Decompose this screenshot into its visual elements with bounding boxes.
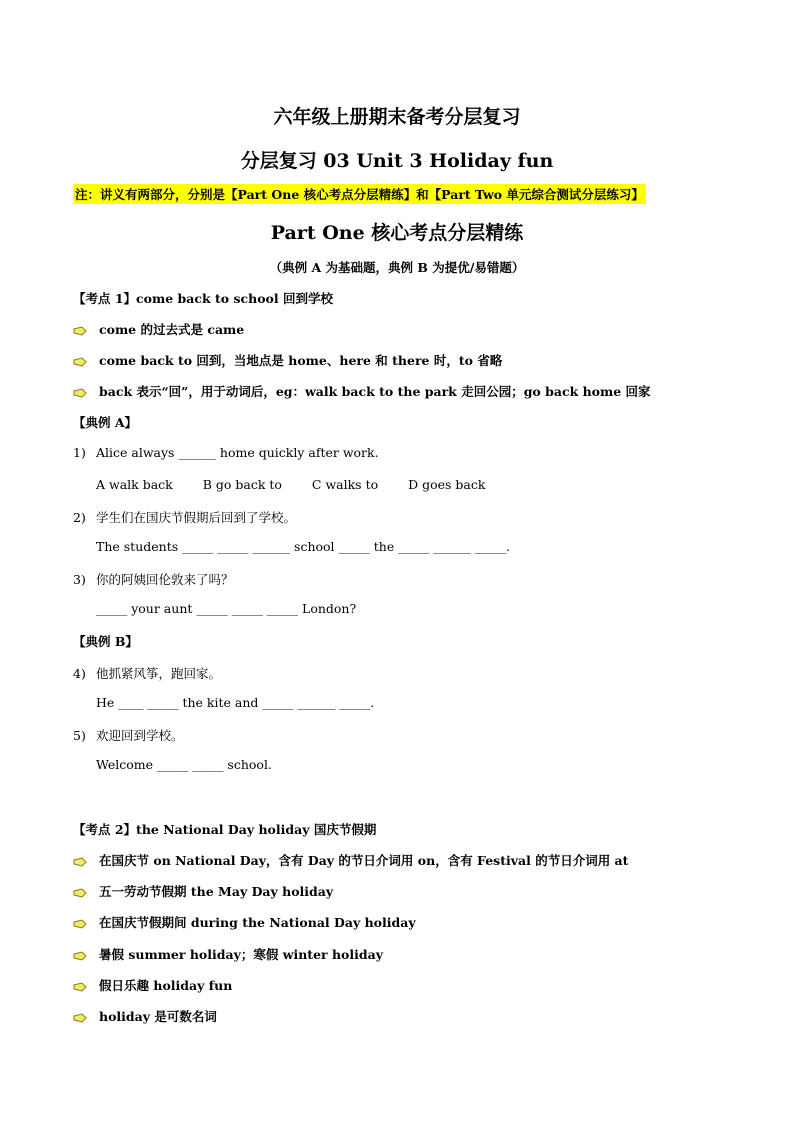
tag-icon <box>73 388 87 398</box>
point2-heading: 【考点 2】the National Day holiday 国庆节假期 <box>73 822 377 837</box>
question-4-answer: He ____ _____ the kite and _____ ______ _____. <box>96 695 375 710</box>
tag-icon <box>73 326 87 336</box>
document-subtitle: 分层复习 03 Unit 3 Holiday fun <box>240 150 554 172</box>
point1-bullet-1: come 的过去式是 came <box>73 320 244 338</box>
question-1: 1) Alice always ______ home quickly after work. <box>73 445 379 460</box>
point2-bullet-3: 在国庆节假期间 during the National Day holiday <box>73 913 416 931</box>
option-a[interactable]: A walk back <box>96 477 173 492</box>
document-title: 六年级上册期末备考分层复习 <box>273 106 521 128</box>
point2-bullet-2: 五一劳动节假期 the May Day holiday <box>73 882 333 900</box>
tag-icon <box>73 888 87 898</box>
question-3: 3) 你的阿姨回伦敦来了吗？ <box>73 572 234 587</box>
question-2-answer: The students _____ _____ ______ school _____ the _____ ______ _____. <box>96 539 511 554</box>
point1-bullet-2: come back to 回到，当地点是 home、here 和 there 时，to 省略 <box>73 351 502 369</box>
example-a-label: 【典例 A】 <box>73 415 138 430</box>
question-5: 5) 欢迎回到学校。 <box>73 728 184 743</box>
point2-bullet-5: 假日乐趣 holiday fun <box>73 976 232 994</box>
option-d[interactable]: D goes back <box>408 477 486 492</box>
point1-bullet-3: back 表示“回”，用于动词后，eg：walk back to the park 走回公园；go back home 回家 <box>73 382 651 400</box>
tag-icon <box>73 919 87 929</box>
question-4: 4) 他抓紧风筝，跑回家。 <box>73 666 222 681</box>
point1-heading: 【考点 1】come back to school 回到学校 <box>73 291 333 306</box>
question-1-options <box>96 477 511 492</box>
question-2: 2) 学生们在国庆节假期后回到了学校。 <box>73 510 297 525</box>
point2-bullet-1: 在国庆节 on National Day，含有 Day 的节日介词用 on，含有 Festival 的节日介词用 at <box>73 851 628 869</box>
highlighted-note: 注：讲义有两部分，分别是【Part One 核心考点分层精练】和【Part Two 单元综合测试分层练习】 <box>73 184 646 204</box>
part-title: Part One 核心考点分层精练 <box>270 222 524 244</box>
example-b-label: 【典例 B】 <box>73 634 138 649</box>
tag-icon <box>73 1013 87 1023</box>
tag-icon <box>73 982 87 992</box>
point2-bullet-6: holiday 是可数名词 <box>73 1007 217 1025</box>
tag-icon <box>73 857 87 867</box>
tag-icon <box>73 357 87 367</box>
tag-icon <box>73 951 87 961</box>
point2-bullet-4: 暑假 summer holiday；寒假 winter holiday <box>73 945 383 963</box>
option-b[interactable]: B go back to <box>202 477 282 492</box>
question-3-answer: _____ your aunt _____ _____ _____ London? <box>96 601 357 616</box>
option-c[interactable]: C walks to <box>311 477 379 492</box>
part-subtitle: （典例 A 为基础题，典例 B 为提优/易错题） <box>269 260 525 275</box>
question-5-answer: Welcome _____ _____ school. <box>96 757 272 772</box>
